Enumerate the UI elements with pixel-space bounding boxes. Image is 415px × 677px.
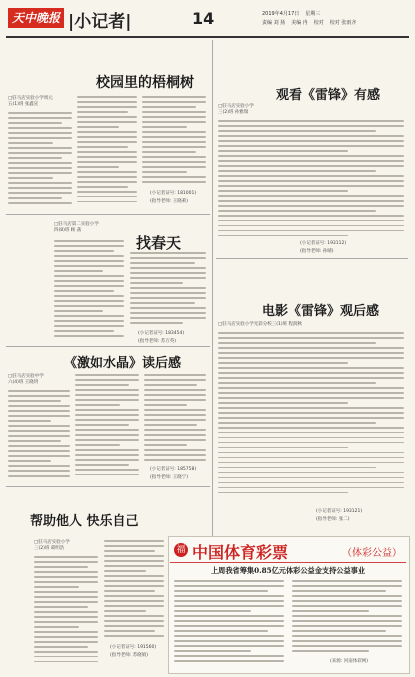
article-body-spring-col2 (130, 252, 206, 328)
article-body-thunder2 (218, 332, 404, 500)
article-title-thunder1: 观看《雷锋》有感 (276, 88, 381, 103)
article-title-tree: 校园里的梧桐树 (96, 75, 194, 91)
teacher-tree: (指导老师: 王晓莉) (150, 199, 188, 204)
article-title-thunder2: 电影《雷锋》观后感 (262, 304, 380, 319)
editor-credit: 责编 刘 扬 (262, 20, 286, 26)
article-body-tree-col1 (8, 112, 72, 210)
article-byline-tree: □驻马店实验小学周元 五(1)班 张鑫宣 (8, 96, 53, 107)
credit-spring: (小记者证号: 183454) (138, 331, 185, 336)
article-body-crystal-col1 (8, 390, 70, 482)
teacher-thunder2: (指导老师: 张二) (316, 517, 350, 522)
checker-credit: 校对 (313, 20, 324, 26)
credit-thunder2: (小记者证号: 193121) (316, 509, 363, 514)
issue-weekday: 星期三 (305, 11, 321, 17)
credit-crystal: (小记者证号: 185758) (150, 467, 197, 472)
lottery-body-col1 (174, 580, 284, 666)
article-title-spring: 找春天 (136, 234, 182, 252)
lottery-header (170, 540, 406, 563)
teacher-thunder1: (指导老师: 孙晴) (300, 249, 334, 254)
article-byline-spring: □驻马店第二实验小学 四(8)班 顾 菡 (54, 222, 99, 233)
article-body-crystal-col3 (144, 374, 206, 466)
credit-thunder1: (小记者证号: 193112) (300, 241, 347, 246)
article-body-tree-col2 (77, 96, 137, 210)
lottery-title: 中国体育彩票 (192, 543, 289, 562)
article-body-help-col1 (34, 556, 98, 666)
lottery-body-col2 (292, 580, 402, 656)
section-divider (216, 258, 408, 259)
section-divider (6, 214, 210, 215)
article-title-help: 帮助他人 快乐自己 (30, 514, 139, 529)
article-byline-thunder1: □驻马店实验小学 三(2)班 孙雅瑞 (218, 104, 254, 115)
column-divider (212, 40, 213, 540)
section-divider (6, 486, 210, 487)
article-body-spring-col1 (54, 240, 124, 340)
section-title: |小记者| (68, 12, 132, 32)
lottery-tag: （体彩公益） (342, 548, 402, 559)
lottery-logo-icon: 福 (174, 543, 188, 557)
designer-credit: 美编 冉 (291, 20, 308, 26)
proofreader-credit: 校对 张雨齐 (329, 20, 357, 26)
teacher-help: (指导老师: 苏晓娟) (110, 653, 148, 658)
lottery-source: (来源: 河南体彩网) (330, 659, 368, 664)
article-byline-help: □驻马店实验小学 三(2)班 葛明浩 (34, 540, 70, 551)
article-body-crystal-col2 (75, 374, 139, 482)
article-body-help-col2 (104, 540, 164, 640)
section-divider (6, 346, 210, 347)
article-title-crystal: 《激如水晶》读后感 (64, 356, 182, 371)
page-number: 14 (192, 9, 215, 28)
article-body-thunder1 (218, 120, 404, 238)
credit-tree: (小记者证号: 181001) (150, 191, 197, 196)
article-byline-crystal: □驻马店实验中学 六(4)班 王晓玥 (8, 374, 44, 385)
masthead (6, 6, 409, 38)
page-meta (262, 10, 356, 28)
teacher-spring: (指导老师: 苏万英) (138, 339, 176, 344)
newspaper-logo: 天中晚报 (8, 8, 64, 28)
lottery-headline: 上周我省筹集0.85亿元体彩公益金支持公益事业 (210, 566, 366, 575)
teacher-crystal: (指导老师: 王晓宁) (150, 475, 188, 480)
credit-help: (小记者证号: 191560) (110, 645, 157, 650)
article-byline-thunder2: □驻马店实验小学光彩分校三(1)班 程润秋 (218, 322, 303, 327)
article-body-tree-col3 (142, 96, 206, 190)
issue-date: 2019年4月17日 (262, 11, 300, 17)
